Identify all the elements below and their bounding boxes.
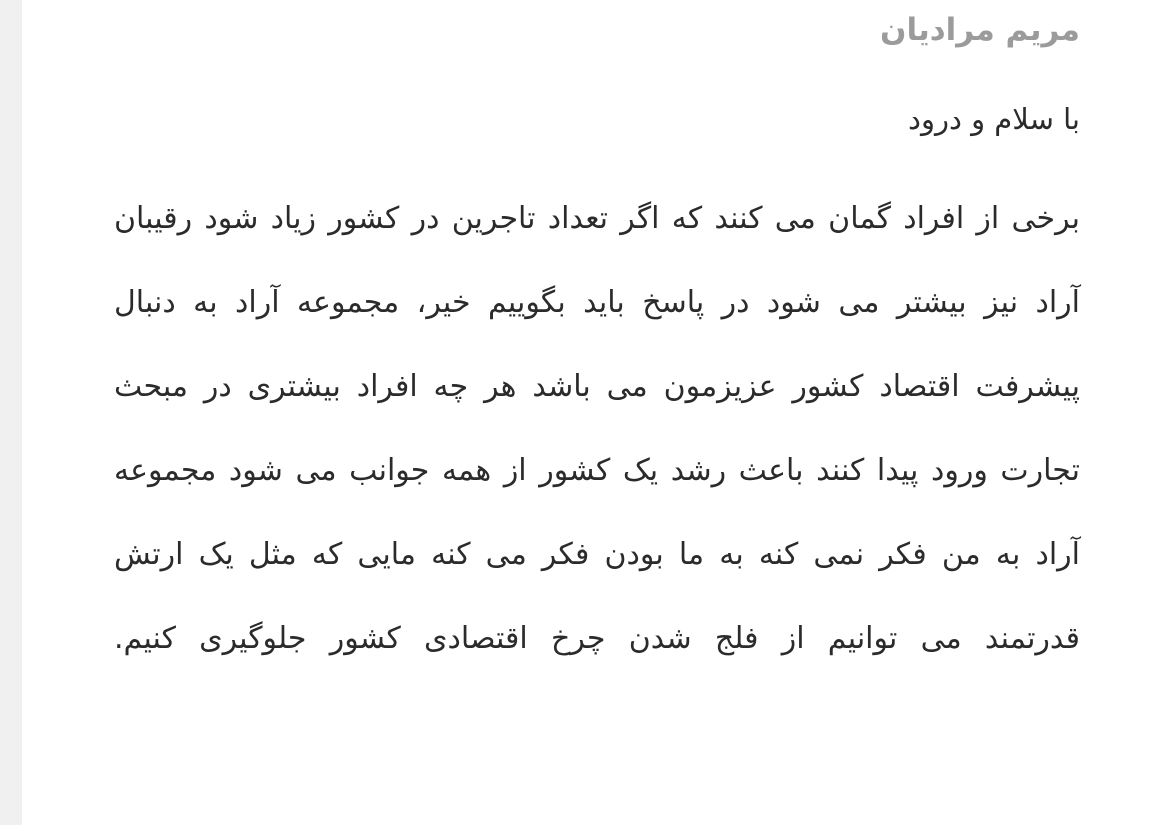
body-paragraph: برخی از افراد گمان می کنند که اگر تعداد تاجرین در کشور زیاد شود رقیبان آراد نیز بیشتر می شود در پاسخ باید بگوییم خیر، مجموعه آراد به دنبال پیشرفت اقتصاد کشور عزیزمون می باشد هر چه افراد بیشتری در مبحث تجارت ورود پیدا کنند باعث رشد یک کشور از همه جوانب می شود مجموعه آراد به من فکر نمی کنه به ما بودن فکر می کنه مایی که مثل یک ارتش قدرتمند می توانیم از فلج شدن چرخ اقتصادی کشور جلوگیری کنیم. — [114, 201, 1080, 657]
author-name: مریم مرادیان — [880, 12, 1080, 48]
greeting-line: با سلام و درود — [908, 102, 1080, 137]
page-left-gutter — [0, 0, 23, 825]
document-content-card — [22, 0, 1170, 825]
